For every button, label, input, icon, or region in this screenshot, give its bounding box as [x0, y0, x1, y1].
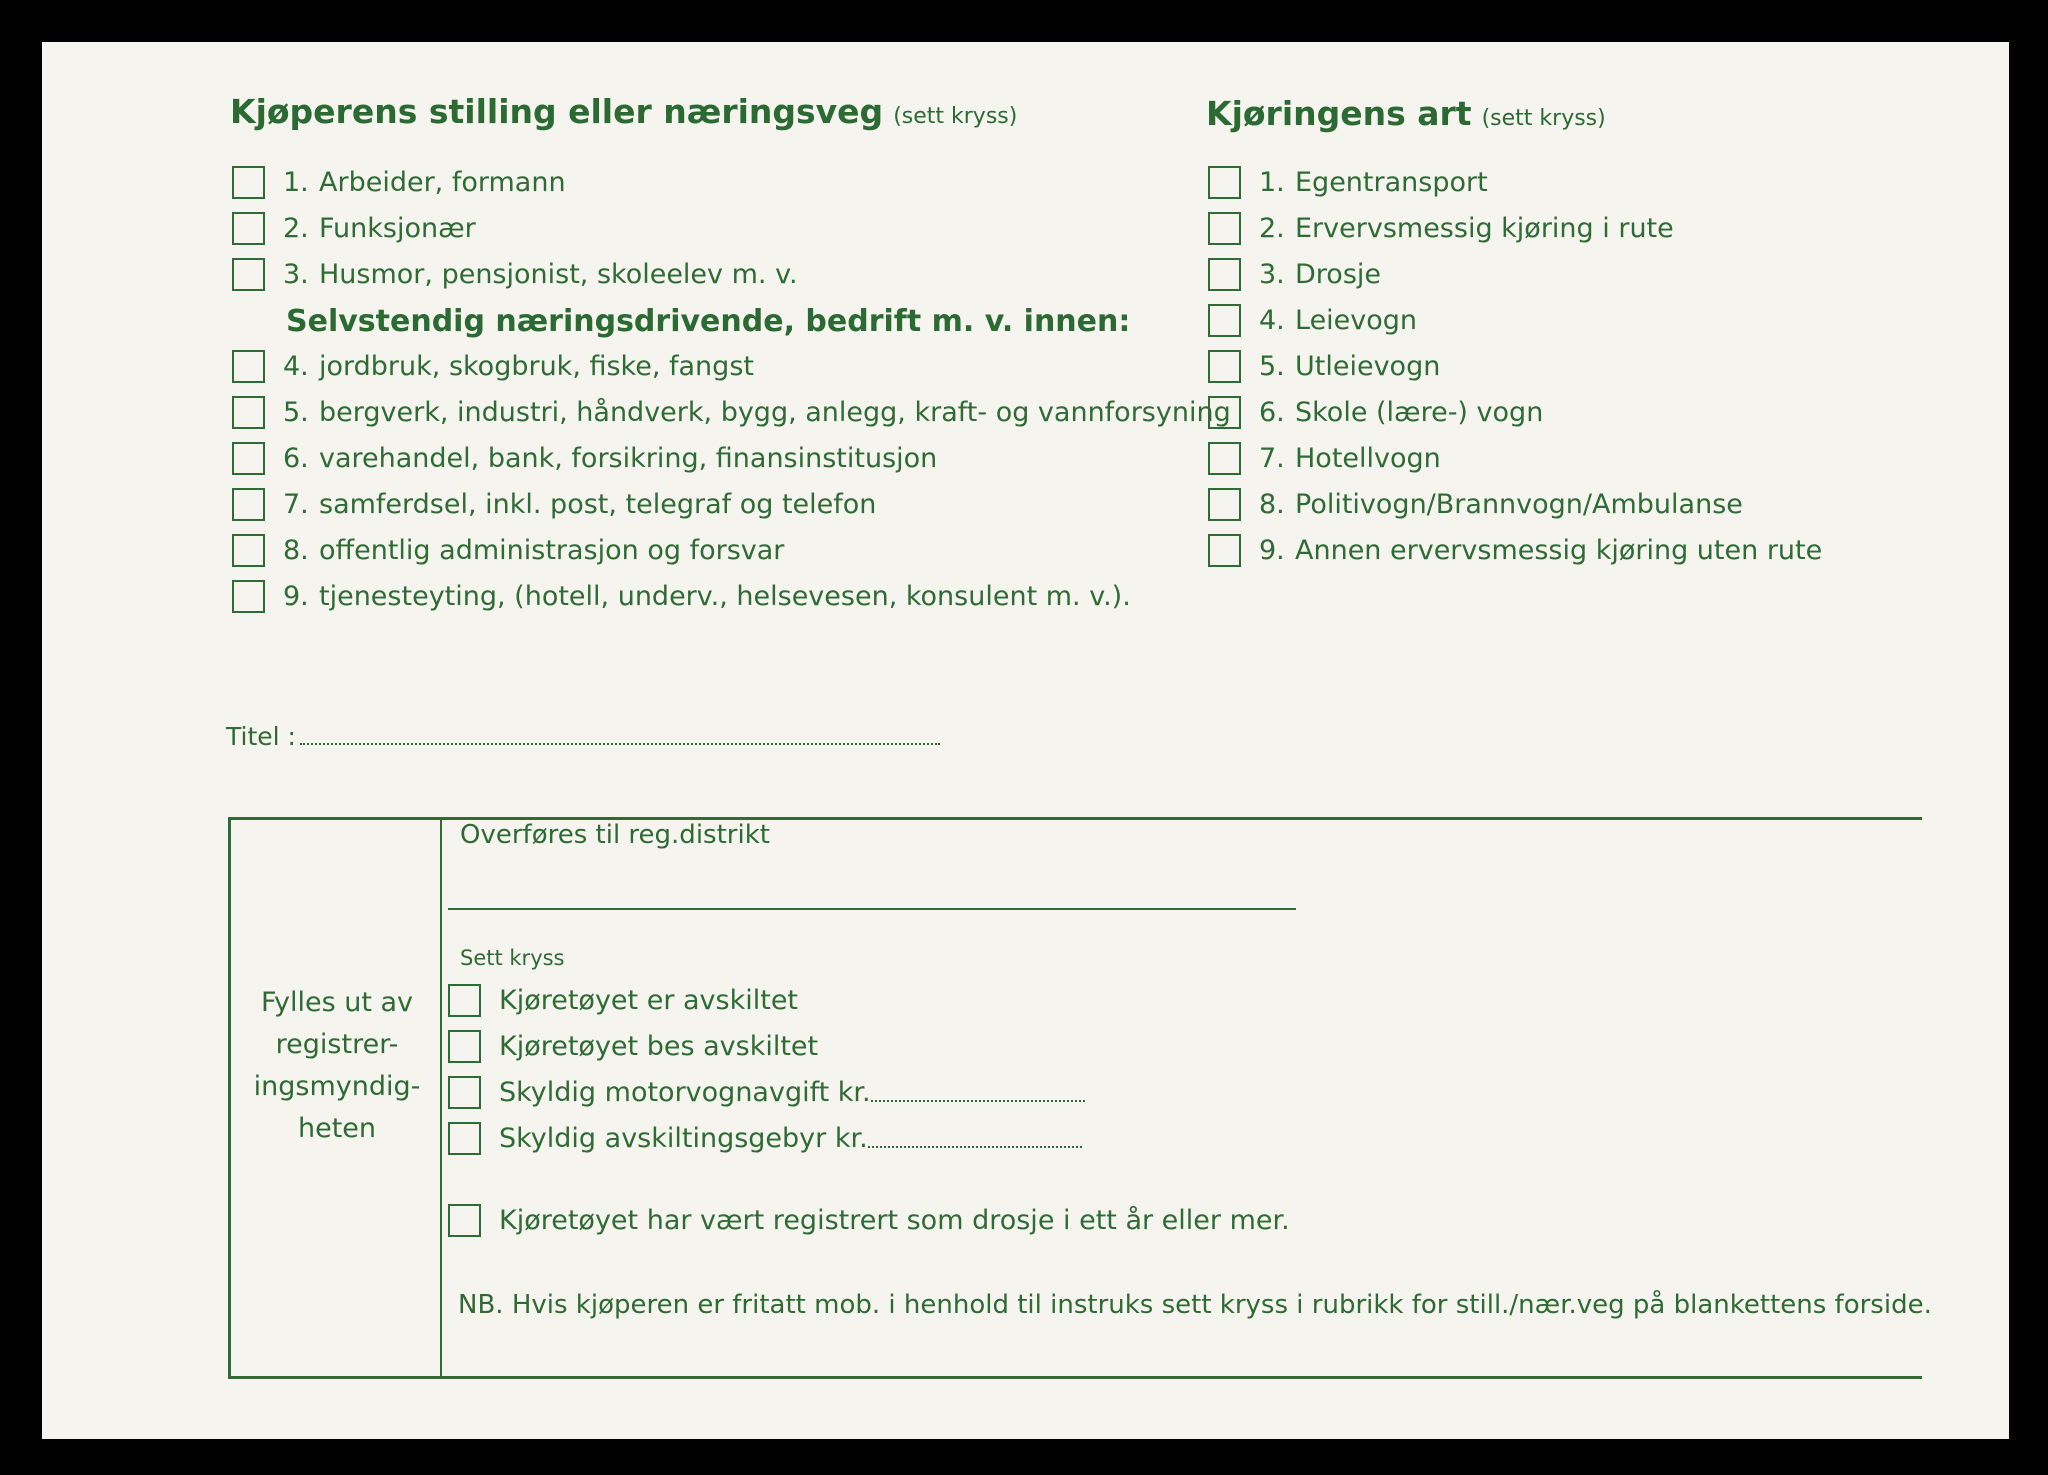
buyer-occupation-heading: [230, 92, 1017, 131]
occupation-option-8[interactable]: [232, 534, 784, 567]
driving-checkbox-2[interactable]: [1208, 212, 1241, 245]
titel-dotted-line[interactable]: [300, 725, 940, 745]
deregister-fee-amount-line[interactable]: [868, 1130, 1082, 1148]
option-number: 4.: [1259, 305, 1285, 336]
occupation-checkbox-9[interactable]: [232, 580, 265, 613]
driving-option-5[interactable]: [1208, 350, 1440, 383]
option-label: Utleievogn: [1295, 351, 1441, 382]
driving-type-hint: (sett kryss): [1481, 106, 1606, 131]
option-label: Annen ervervsmessig kjøring uten rute: [1295, 535, 1823, 566]
option-number: 7.: [1259, 443, 1285, 474]
option-label: varehandel, bank, forsikring, finansinstitusjon: [319, 443, 938, 474]
checkbox-deregistered[interactable]: [448, 984, 481, 1017]
registry-bottom-rule: [228, 1376, 1922, 1379]
driving-checkbox-1[interactable]: [1208, 166, 1241, 199]
option-number: 9.: [283, 581, 309, 612]
registry-check-deregister-fee[interactable]: [448, 1122, 1082, 1155]
titel-label: Titel :: [226, 722, 296, 751]
driving-option-1[interactable]: [1208, 166, 1488, 199]
driving-option-7[interactable]: [1208, 442, 1441, 475]
option-label: Politivogn/Brannvogn/Ambulanse: [1295, 489, 1743, 520]
driving-option-9[interactable]: [1208, 534, 1822, 567]
option-number: 6.: [283, 443, 309, 474]
occupation-checkbox-5[interactable]: [232, 396, 265, 429]
option-label: Arbeider, formann: [319, 167, 566, 198]
option-number: 7.: [283, 489, 309, 520]
occupation-checkbox-2[interactable]: [232, 212, 265, 245]
option-label: Skole (lære-) vogn: [1295, 397, 1544, 428]
driving-option-8[interactable]: [1208, 488, 1743, 521]
driving-type-heading: [1206, 94, 1606, 133]
option-number: 5.: [1259, 351, 1285, 382]
registry-divider: [440, 817, 442, 1379]
transfer-district-line[interactable]: [448, 908, 1296, 910]
option-number: 4.: [283, 351, 309, 382]
registry-check-request-deregister[interactable]: [448, 1030, 818, 1063]
option-number: 2.: [1259, 213, 1285, 244]
occupation-option-6[interactable]: [232, 442, 937, 475]
occupation-option-1[interactable]: [232, 166, 566, 199]
occupation-checkbox-7[interactable]: [232, 488, 265, 521]
occupation-option-7[interactable]: [232, 488, 876, 521]
driving-option-4[interactable]: [1208, 304, 1417, 337]
option-number: 6.: [1259, 397, 1285, 428]
checkbox-vehicle-tax[interactable]: [448, 1076, 481, 1109]
occupation-checkbox-1[interactable]: [232, 166, 265, 199]
driving-checkbox-7[interactable]: [1208, 442, 1241, 475]
driving-checkbox-5[interactable]: [1208, 350, 1241, 383]
transfer-district-label: Overføres til reg.distrikt: [460, 820, 770, 850]
option-label: Husmor, pensjonist, skoleelev m. v.: [319, 259, 798, 290]
occupation-checkbox-8[interactable]: [232, 534, 265, 567]
occupation-option-9[interactable]: [232, 580, 1131, 613]
occupation-option-2[interactable]: [232, 212, 476, 245]
driving-checkbox-3[interactable]: [1208, 258, 1241, 291]
option-number: 8.: [283, 535, 309, 566]
registry-check-deregistered[interactable]: [448, 984, 798, 1017]
occupation-option-5[interactable]: [232, 396, 1231, 429]
registry-check-taxi-history[interactable]: [448, 1204, 1290, 1237]
checkbox-deregister-fee[interactable]: [448, 1122, 481, 1155]
driving-option-2[interactable]: [1208, 212, 1674, 245]
check-label: Skyldig avskiltingsgebyr kr.: [499, 1123, 868, 1154]
driving-checkbox-4[interactable]: [1208, 304, 1241, 337]
option-label: offentlig administrasjon og forsvar: [319, 535, 785, 566]
check-label: Kjøretøyet bes avskiltet: [499, 1031, 819, 1062]
checkbox-request-deregister[interactable]: [448, 1030, 481, 1063]
buyer-occupation-title: Kjøperens stilling eller næringsveg: [230, 92, 884, 131]
check-label: Kjøretøyet er avskiltet: [499, 985, 799, 1016]
option-label: Drosje: [1295, 259, 1381, 290]
option-number: 5.: [283, 397, 309, 428]
option-label: samferdsel, inkl. post, telegraf og telefon: [319, 489, 877, 520]
form-paper: [42, 42, 2009, 1439]
driving-type-title: Kjøringens art: [1206, 94, 1472, 133]
driving-checkbox-8[interactable]: [1208, 488, 1241, 521]
registry-authority-label: Fylles ut av registrer-ingsmyndig-heten: [253, 987, 421, 1144]
self-employed-subheading: Selvstendig næringsdrivende, bedrift m. v. innen:: [286, 304, 1131, 339]
checkbox-taxi-history[interactable]: [448, 1204, 481, 1237]
driving-checkbox-6[interactable]: [1208, 396, 1241, 429]
check-label: Skyldig motorvognavgift kr.: [499, 1077, 871, 1108]
option-number: 9.: [1259, 535, 1285, 566]
option-label: Hotellvogn: [1295, 443, 1441, 474]
option-number: 1.: [283, 167, 309, 198]
buyer-occupation-hint: (sett kryss): [893, 104, 1018, 129]
option-label: bergverk, industri, håndverk, bygg, anlegg, kraft- og vannforsyning: [319, 397, 1231, 428]
option-label: Leievogn: [1295, 305, 1418, 336]
option-number: 8.: [1259, 489, 1285, 520]
vehicle-tax-amount-line[interactable]: [871, 1084, 1085, 1102]
option-label: jordbruk, skogbruk, fiske, fangst: [319, 351, 754, 382]
option-label: Egentransport: [1295, 167, 1488, 198]
option-label: Funksjonær: [319, 213, 476, 244]
registry-left-rule: [228, 817, 231, 1379]
driving-checkbox-9[interactable]: [1208, 534, 1241, 567]
option-number: 3.: [283, 259, 309, 290]
driving-option-6[interactable]: [1208, 396, 1543, 429]
occupation-option-3[interactable]: [232, 258, 798, 291]
sett-kryss-label: Sett kryss: [460, 946, 565, 970]
occupation-checkbox-4[interactable]: [232, 350, 265, 383]
occupation-option-4[interactable]: [232, 350, 754, 383]
occupation-checkbox-6[interactable]: [232, 442, 265, 475]
occupation-checkbox-3[interactable]: [232, 258, 265, 291]
check-label: Kjøretøyet har vært registrert som drosje i ett år eller mer.: [499, 1205, 1290, 1236]
titel-field[interactable]: [226, 722, 940, 751]
option-number: 1.: [1259, 167, 1285, 198]
nb-note: NB. Hvis kjøperen er fritatt mob. i henhold til instruks sett kryss i rubrikk for still./nær.veg på blankettens forside.: [458, 1290, 1932, 1320]
driving-option-3[interactable]: [1208, 258, 1381, 291]
registry-check-vehicle-tax[interactable]: [448, 1076, 1085, 1109]
option-number: 3.: [1259, 259, 1285, 290]
option-label: Ervervsmessig kjøring i rute: [1295, 213, 1674, 244]
option-number: 2.: [283, 213, 309, 244]
option-label: tjenesteyting, (hotell, underv., helsevesen, konsulent m. v.).: [319, 581, 1131, 612]
